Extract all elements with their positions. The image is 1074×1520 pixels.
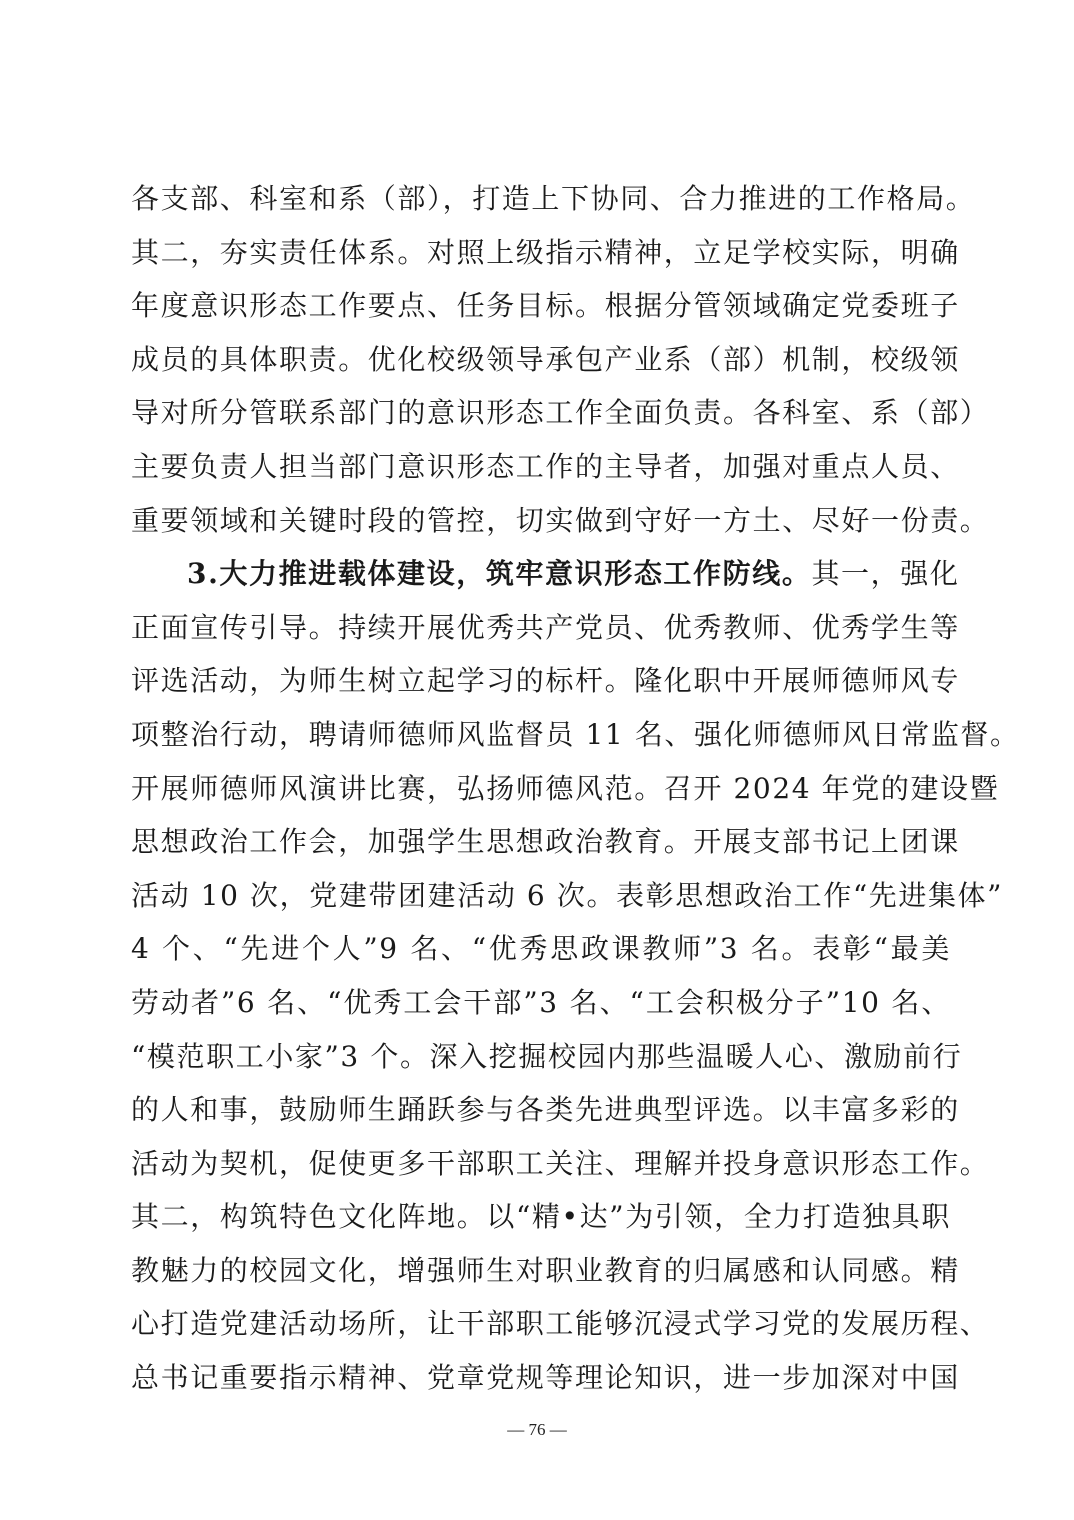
text-line: 各支部、科室和系（部），打造上下协同、合力推进的工作格局。 — [131, 182, 976, 215]
text-line: 导对所分管联系部门的意识形态工作全面负责。各科室、系（部） — [131, 396, 990, 430]
section-heading-line — [131, 547, 960, 601]
text-line: “模范职工小家”3 个。深入挖掘校园内那些温暖人心、激励前行 — [131, 1039, 963, 1073]
text-line: 成员的具体职责。优化校级领导承包产业系（部）机制，校级领 — [131, 342, 960, 376]
text-line: 总书记重要指示精神、党章党规等理论知识，进一步加深对中国 — [131, 1361, 960, 1395]
text-line: 活动为契机，促使更多干部职工关注、理解并投身意识形态工作。 — [131, 1146, 990, 1180]
page-number: — 76 — — [507, 1420, 567, 1439]
text-line: 思想政治工作会，加强学生思想政治教育。开展支部书记上团课 — [131, 825, 960, 859]
text-line: 的人和事，鼓励师生踊跃参与各类先进典型评选。以丰富多彩的 — [131, 1093, 960, 1127]
text-line: 活动 10 次，党建带团建活动 6 次。表彰思想政治工作“先进集体” — [131, 878, 1004, 912]
text-line: 评选活动，为师生树立起学习的标杆。隆化职中开展师德师风专 — [131, 664, 960, 698]
text-line: 重要领域和关键时段的管控，切实做到守好一方土、尽好一份责。 — [131, 503, 990, 537]
text-line: 其二，夯实责任体系。对照上级指示精神，立足学校实际，明确 — [131, 235, 960, 269]
text-line: 4 个、“先进个人”9 名、“优秀思政课教师”3 名。表彰“最美 — [131, 932, 951, 966]
heading-line-rest: 其一，强化 — [811, 557, 960, 591]
text-line: 教魅力的校园文化，增强师生对职业教育的归属感和认同感。精 — [131, 1253, 960, 1287]
text-line: 心打造党建活动场所，让干部职工能够沉浸式学习党的发展历程、 — [131, 1307, 990, 1341]
text-line: 主要负责人担当部门意识形态工作的主导者，加强对重点人员、 — [131, 449, 960, 483]
section-heading: 3.大力推进载体建设，筑牢意识形态工作防线。 — [187, 557, 812, 591]
text-line: 正面宣传引导。持续开展优秀共产党员、优秀教师、优秀学生等 — [131, 610, 960, 644]
body-text — [131, 172, 1020, 1405]
text-line: 开展师德师风演讲比赛，弘扬师德风范。召开 2024 年党的建设暨 — [131, 771, 1000, 805]
text-line: 其二，构筑特色文化阵地。以“精•达”为引领，全力打造独具职 — [131, 1200, 951, 1234]
text-line: 劳动者”6 名、“优秀工会干部”3 名、“工会积极分子”10 名、 — [131, 985, 951, 1019]
text-line: 项整治行动，聘请师德师风监督员 11 名、强化师德师风日常监督。 — [131, 717, 1020, 751]
text-line: 年度意识形态工作要点、任务目标。根据分管领域确定党委班子 — [131, 289, 960, 323]
